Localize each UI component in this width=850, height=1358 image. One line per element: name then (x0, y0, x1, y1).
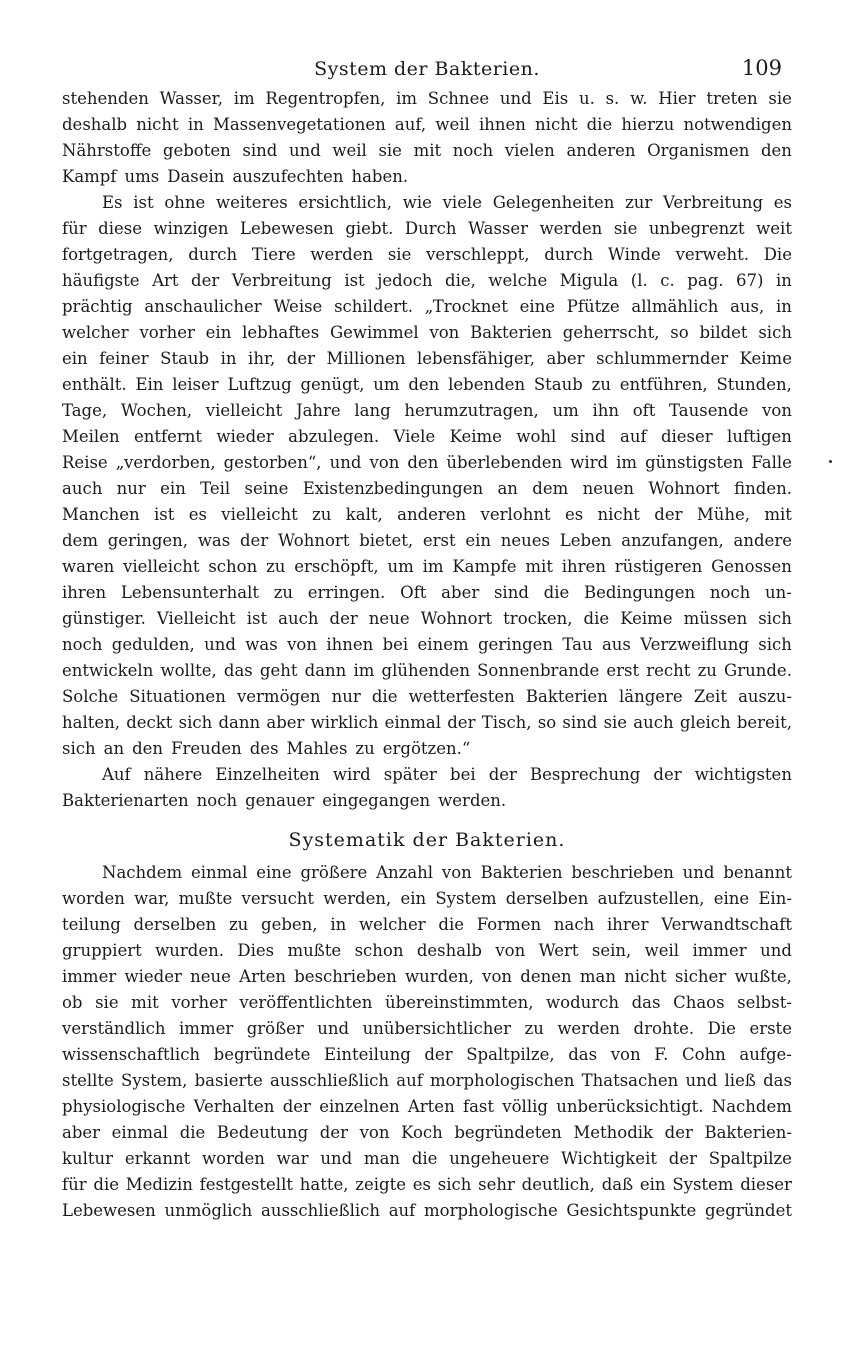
text-line: Bakterienarten noch genauer eingegangen werden. (62, 791, 507, 810)
running-title: System der Bakterien. (314, 58, 540, 80)
book-page (62, 50, 792, 1224)
text-line: noch gedulden, und was von ihnen bei einem geringen Tau aus Verzweiflung sich (62, 635, 792, 654)
paragraph-systematics (62, 860, 792, 1224)
text-line: dem geringen, was der Wohnort bietet, erst ein neues Leben anzufangen, andere (62, 531, 792, 550)
text-line: Nachdem einmal eine größere Anzahl von Bakterien beschrieben und benannt (102, 863, 792, 882)
paragraph-continuation (62, 86, 792, 190)
paragraph-migula-quote (62, 190, 792, 762)
text-line: stellte System, basierte ausschließlich auf morphologischen Thatsachen und ließ das (62, 1071, 792, 1090)
text-line: enthält. Ein leiser Luftzug genügt, um den lebenden Staub zu entführen, Stunden, (62, 375, 792, 394)
text-line: Tage, Wochen, vielleicht Jahre lang herumzutragen, um ihn oft Tausende von (62, 401, 792, 420)
text-line: kultur erkannt worden war und man die ungeheuere Wichtigkeit der Spaltpilze (62, 1149, 792, 1168)
text-line: worden war, mußte versucht werden, ein System derselben aufzustellen, eine Ein- (62, 889, 792, 908)
text-line: Lebewesen unmöglich ausschließlich auf morphologische Gesichtspunkte gegründet (62, 1201, 792, 1220)
text-line: physiologische Verhalten der einzelnen Arten fast völlig unberücksichtigt. Nachdem (62, 1097, 792, 1116)
text-line: für die Medizin festgestellt hatte, zeigte es sich sehr deutlich, daß ein System dieser (62, 1175, 792, 1194)
page-number: 109 (741, 56, 782, 80)
text-line: Manchen ist es vielleicht zu kalt, anderen verlohnt es nicht der Mühe, mit (62, 505, 792, 524)
text-line: halten, deckt sich dann aber wirklich einmal der Tisch, so sind sie auch gleich bereit, (62, 713, 792, 732)
text-line: gruppiert wurden. Dies mußte schon deshalb von Wert sein, weil immer und (62, 941, 792, 960)
running-header (62, 50, 792, 86)
paragraph-details (62, 762, 792, 814)
text-line: entwickeln wollte, das geht dann im glühenden Sonnenbrande erst recht zu Grunde. (62, 661, 792, 680)
text-line: Kampf ums Dasein auszufechten haben. (62, 167, 409, 186)
text-line: waren vielleicht schon zu erschöpft, um im Kampfe mit ihren rüstigeren Genossen (62, 557, 792, 576)
section-heading: Systematik der Bakterien. (288, 829, 566, 851)
text-line: welcher vorher ein lebhaftes Gewimmel von Bakterien geherrscht, so bildet sich (62, 323, 792, 342)
stray-ink-dot (829, 460, 832, 463)
text-line: stehenden Wasser, im Regentropfen, im Schnee und Eis u. s. w. Hier treten sie (62, 89, 792, 108)
text-line: Nährstoffe geboten sind und weil sie mit noch vielen anderen Organismen den (62, 141, 792, 160)
text-line: teilung derselben zu geben, in welcher die Formen nach ihrer Verwandtschaft (62, 915, 792, 934)
text-line: ein feiner Staub in ihr, der Millionen lebensfähiger, aber schlummernder Keime (62, 349, 792, 368)
text-line: auch nur ein Teil seine Existenzbedingungen an dem neuen Wohnort finden. (62, 479, 792, 498)
text-line: häufigste Art der Verbreitung ist jedoch die, welche Migula (l. c. pag. 67) in (62, 271, 792, 290)
text-line: Auf nähere Einzelheiten wird später bei der Besprechung der wichtigsten (102, 765, 792, 784)
text-line: deshalb nicht in Massenvegetationen auf, weil ihnen nicht die hierzu notwendigen (62, 115, 792, 134)
text-line: Solche Situationen vermögen nur die wetterfesten Bakterien längere Zeit auszu- (62, 687, 792, 706)
text-line: günstiger. Vielleicht ist auch der neue Wohnort trocken, die Keime müssen sich (62, 609, 792, 628)
text-line: Es ist ohne weiteres ersichtlich, wie viele Gelegenheiten zur Verbreitung es (102, 193, 792, 212)
text-line: ihren Lebensunterhalt zu erringen. Oft aber sind die Bedingungen noch un- (62, 583, 792, 602)
text-line: verständlich immer größer und unübersichtlicher zu werden drohte. Die erste (62, 1019, 792, 1038)
text-line: Meilen entfernt wieder abzulegen. Viele Keime wohl sind auf dieser luftigen (62, 427, 792, 446)
text-line: sich an den Freuden des Mahles zu ergötzen.“ (62, 739, 471, 758)
text-line: immer wieder neue Arten beschrieben wurden, von denen man nicht sicher wußte, (62, 967, 792, 986)
text-line: prächtig anschaulicher Weise schildert. „Trocknet eine Pfütze allmählich aus, in (62, 297, 792, 316)
text-line: wissenschaftlich begründete Einteilung der Spaltpilze, das von F. Cohn aufge- (62, 1045, 792, 1064)
text-line: Reise „verdorben, gestorben“, und von den überlebenden wird im günstigsten Falle (62, 453, 792, 472)
text-line: aber einmal die Bedeutung der von Koch begründeten Methodik der Bakterien- (62, 1123, 792, 1142)
text-line: ob sie mit vorher veröffentlichten übereinstimmten, wodurch das Chaos selbst- (62, 993, 792, 1012)
text-line: für diese winzigen Lebewesen giebt. Durch Wasser werden sie unbegrenzt weit (62, 219, 792, 238)
text-line: fortgetragen, durch Tiere werden sie verschleppt, durch Winde verweht. Die (62, 245, 792, 264)
